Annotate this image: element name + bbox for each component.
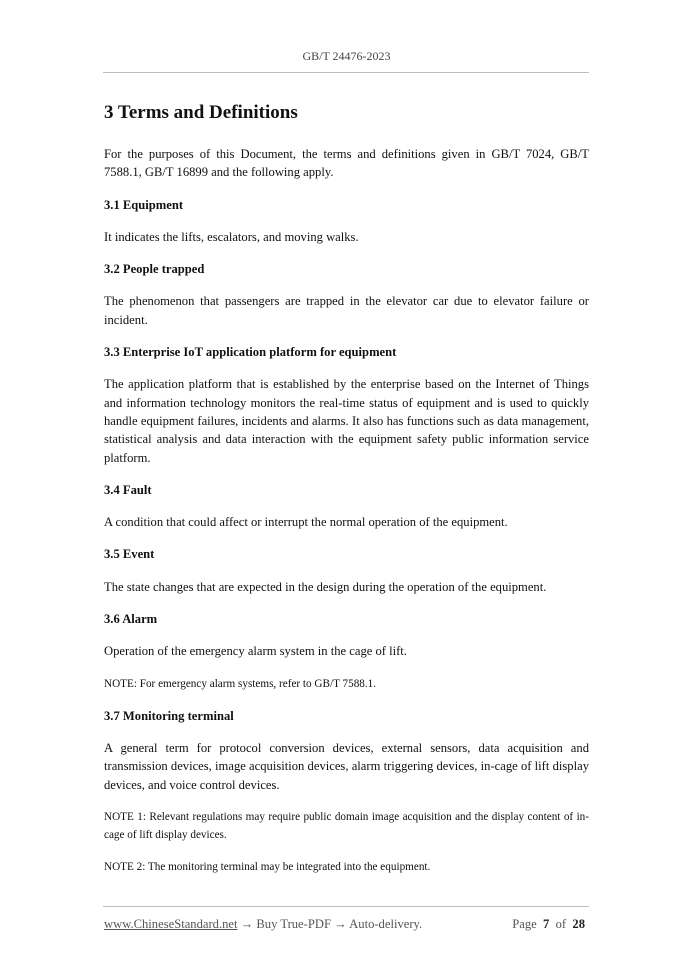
term-heading: 3.4 Fault (104, 482, 152, 497)
term-definition: A condition that could affect or interrupt the normal operation of the equipment. (104, 515, 508, 530)
section-intro: For the purposes of this Document, the terms and definitions given in GB/T 7024, GB/T 7588.1, GB/T 16899 and the following apply. (104, 147, 589, 180)
header-divider (103, 72, 589, 73)
page-total: 28 (572, 917, 585, 931)
page-number (512, 917, 585, 932)
term-note: NOTE 1: Relevant regulations may require public domain image acquisition and the display content of in-cage of lift display devices. (104, 810, 589, 841)
footer-divider (103, 906, 589, 907)
term-heading: 3.3 Enterprise IoT application platform for equipment (104, 345, 397, 360)
term-note: NOTE: For emergency alarm systems, refer to GB/T 7588.1. (104, 677, 377, 690)
term-definition: The phenomenon that passengers are trapped in the elevator car due to elevator failure or incident. (104, 294, 589, 327)
page-current: 7 (543, 917, 550, 931)
page-header: GB/T 24476-2023 (302, 49, 391, 63)
of-label: of (555, 917, 567, 931)
document-body (104, 100, 589, 890)
term-definition: Operation of the emergency alarm system in the cage of lift. (104, 644, 407, 659)
website-link[interactable]: www.ChineseStandard.net (104, 917, 238, 931)
section-title: 3 Terms and Definitions (104, 102, 298, 123)
term-heading: 3.5 Event (104, 547, 155, 562)
term-heading: 3.2 People trapped (104, 262, 205, 277)
term-definition: The application platform that is established by the enterprise based on the Internet of Things and information technology monitors the real-time status of equipment and is used to quickly handle equipment failures, incidents and alarms. It also has functions such as data management, statistical analysis and data interaction with the equipment safety public information service platform. (104, 377, 589, 465)
term-heading: 3.7 Monitoring terminal (104, 708, 234, 723)
arrow-icon: → (240, 917, 254, 931)
term-note: NOTE 2: The monitoring terminal may be integrated into the equipment. (104, 860, 431, 873)
term-heading: 3.1 Equipment (104, 197, 184, 212)
term-definition: A general term for protocol conversion devices, external sensors, data acquisition and transmission devices, image acquisition devices, alarm triggering devices, in-cage of lift display devices, and voice control devices. (104, 740, 589, 792)
term-definition: It indicates the lifts, escalators, and moving walks. (104, 229, 359, 244)
delivery-text: Auto-delivery. (349, 917, 423, 931)
buy-pdf-text: Buy True-PDF (256, 917, 331, 931)
term-heading: 3.6 Alarm (104, 612, 158, 627)
term-definition: The state changes that are expected in the design during the operation of the equipment. (104, 579, 547, 594)
arrow-icon: → (334, 917, 347, 931)
footer-promo (104, 917, 422, 932)
page-label: Page (512, 917, 537, 931)
